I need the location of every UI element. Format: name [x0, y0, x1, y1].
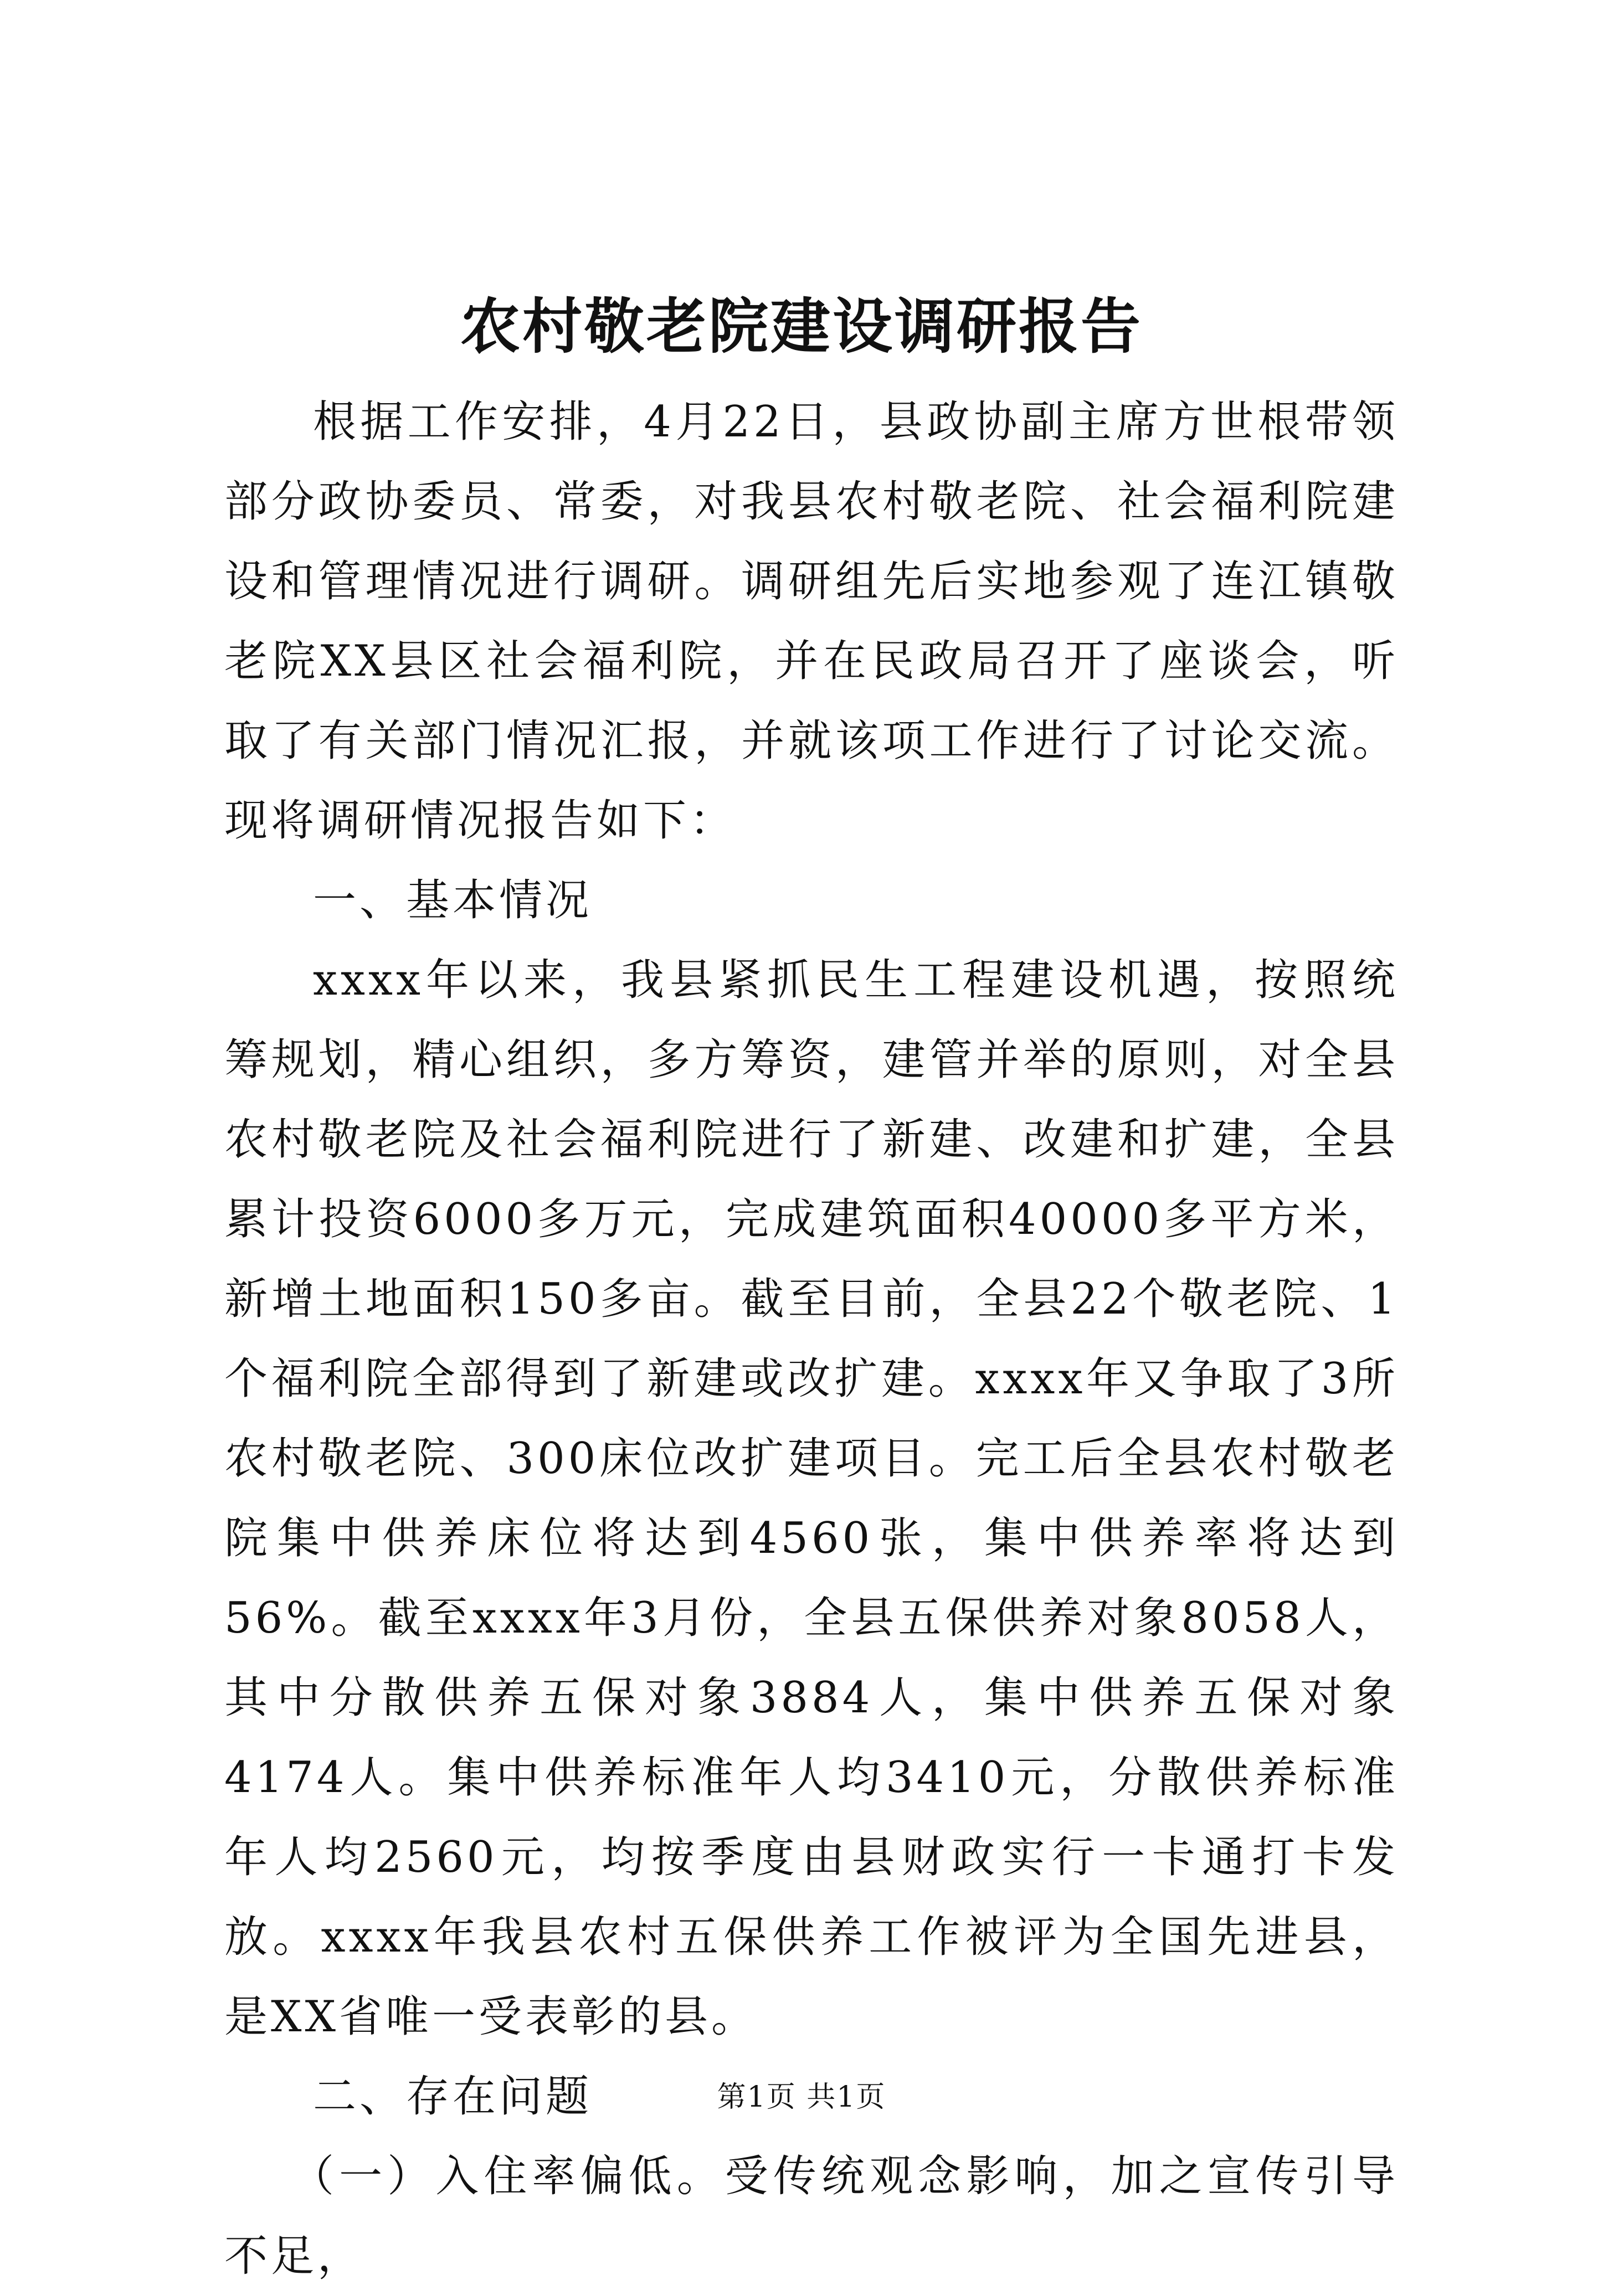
problem-item-paragraph: （一）入住率偏低。受传统观念影响，加之宣传引导不足， [224, 2151, 1399, 2281]
basic-situation-paragraph: xxxx年以来，我县紧抓民生工程建设机遇，按照统筹规划，精心组织，多方筹资，建管并举的原则，对全县农村敬老院及社会福利院进行了新建、改建和扩建，全县累计投资6000多万元，完成建筑面积40000多平方米，新增土地面积150多亩。截至目前，全县22个敬老院、1个福利院全部得到了新建或改扩建。xxxx年又争取了3所农村敬老院、300床位改扩建项目。完工后全县农村敬老院集中供养床位将达到4560张，集中供养率将达到56%。截至xxxx年3月份，全县五保供养对象8058人，其中分散供养五保对象3884人，集中供养五保对象4174人。集中供养标准年人均3410元，分散供养标准年人均2560元，均按季度由县财政实行一卡通打卡发放。xxxx年我县农村五保供养工作被评为全国先进县，是XX省唯一受表彰的县。 [224, 955, 1399, 2042]
document-body [224, 382, 1399, 2296]
section-heading-basic-situation: 一、基本情况 [313, 876, 593, 925]
document-title: 农村敬老院建设调研报告 [460, 292, 1143, 362]
intro-paragraph: 根据工作安排，4月22日，县政协副主席方世根带领部分政协委员、常委，对我县农村敬老院、社会福利院建设和管理情况进行调研。调研组先后实地参观了连江镇敬老院XX县区社会福利院，并在民政局召开了座谈会，听取了有关部门情况汇报，并就该项工作进行了讨论交流。现将调研情况报告如下： [224, 397, 1399, 846]
page-footer: 第1页 共1页 [717, 2081, 886, 2114]
section-heading-problems: 二、存在问题 [313, 2072, 593, 2122]
